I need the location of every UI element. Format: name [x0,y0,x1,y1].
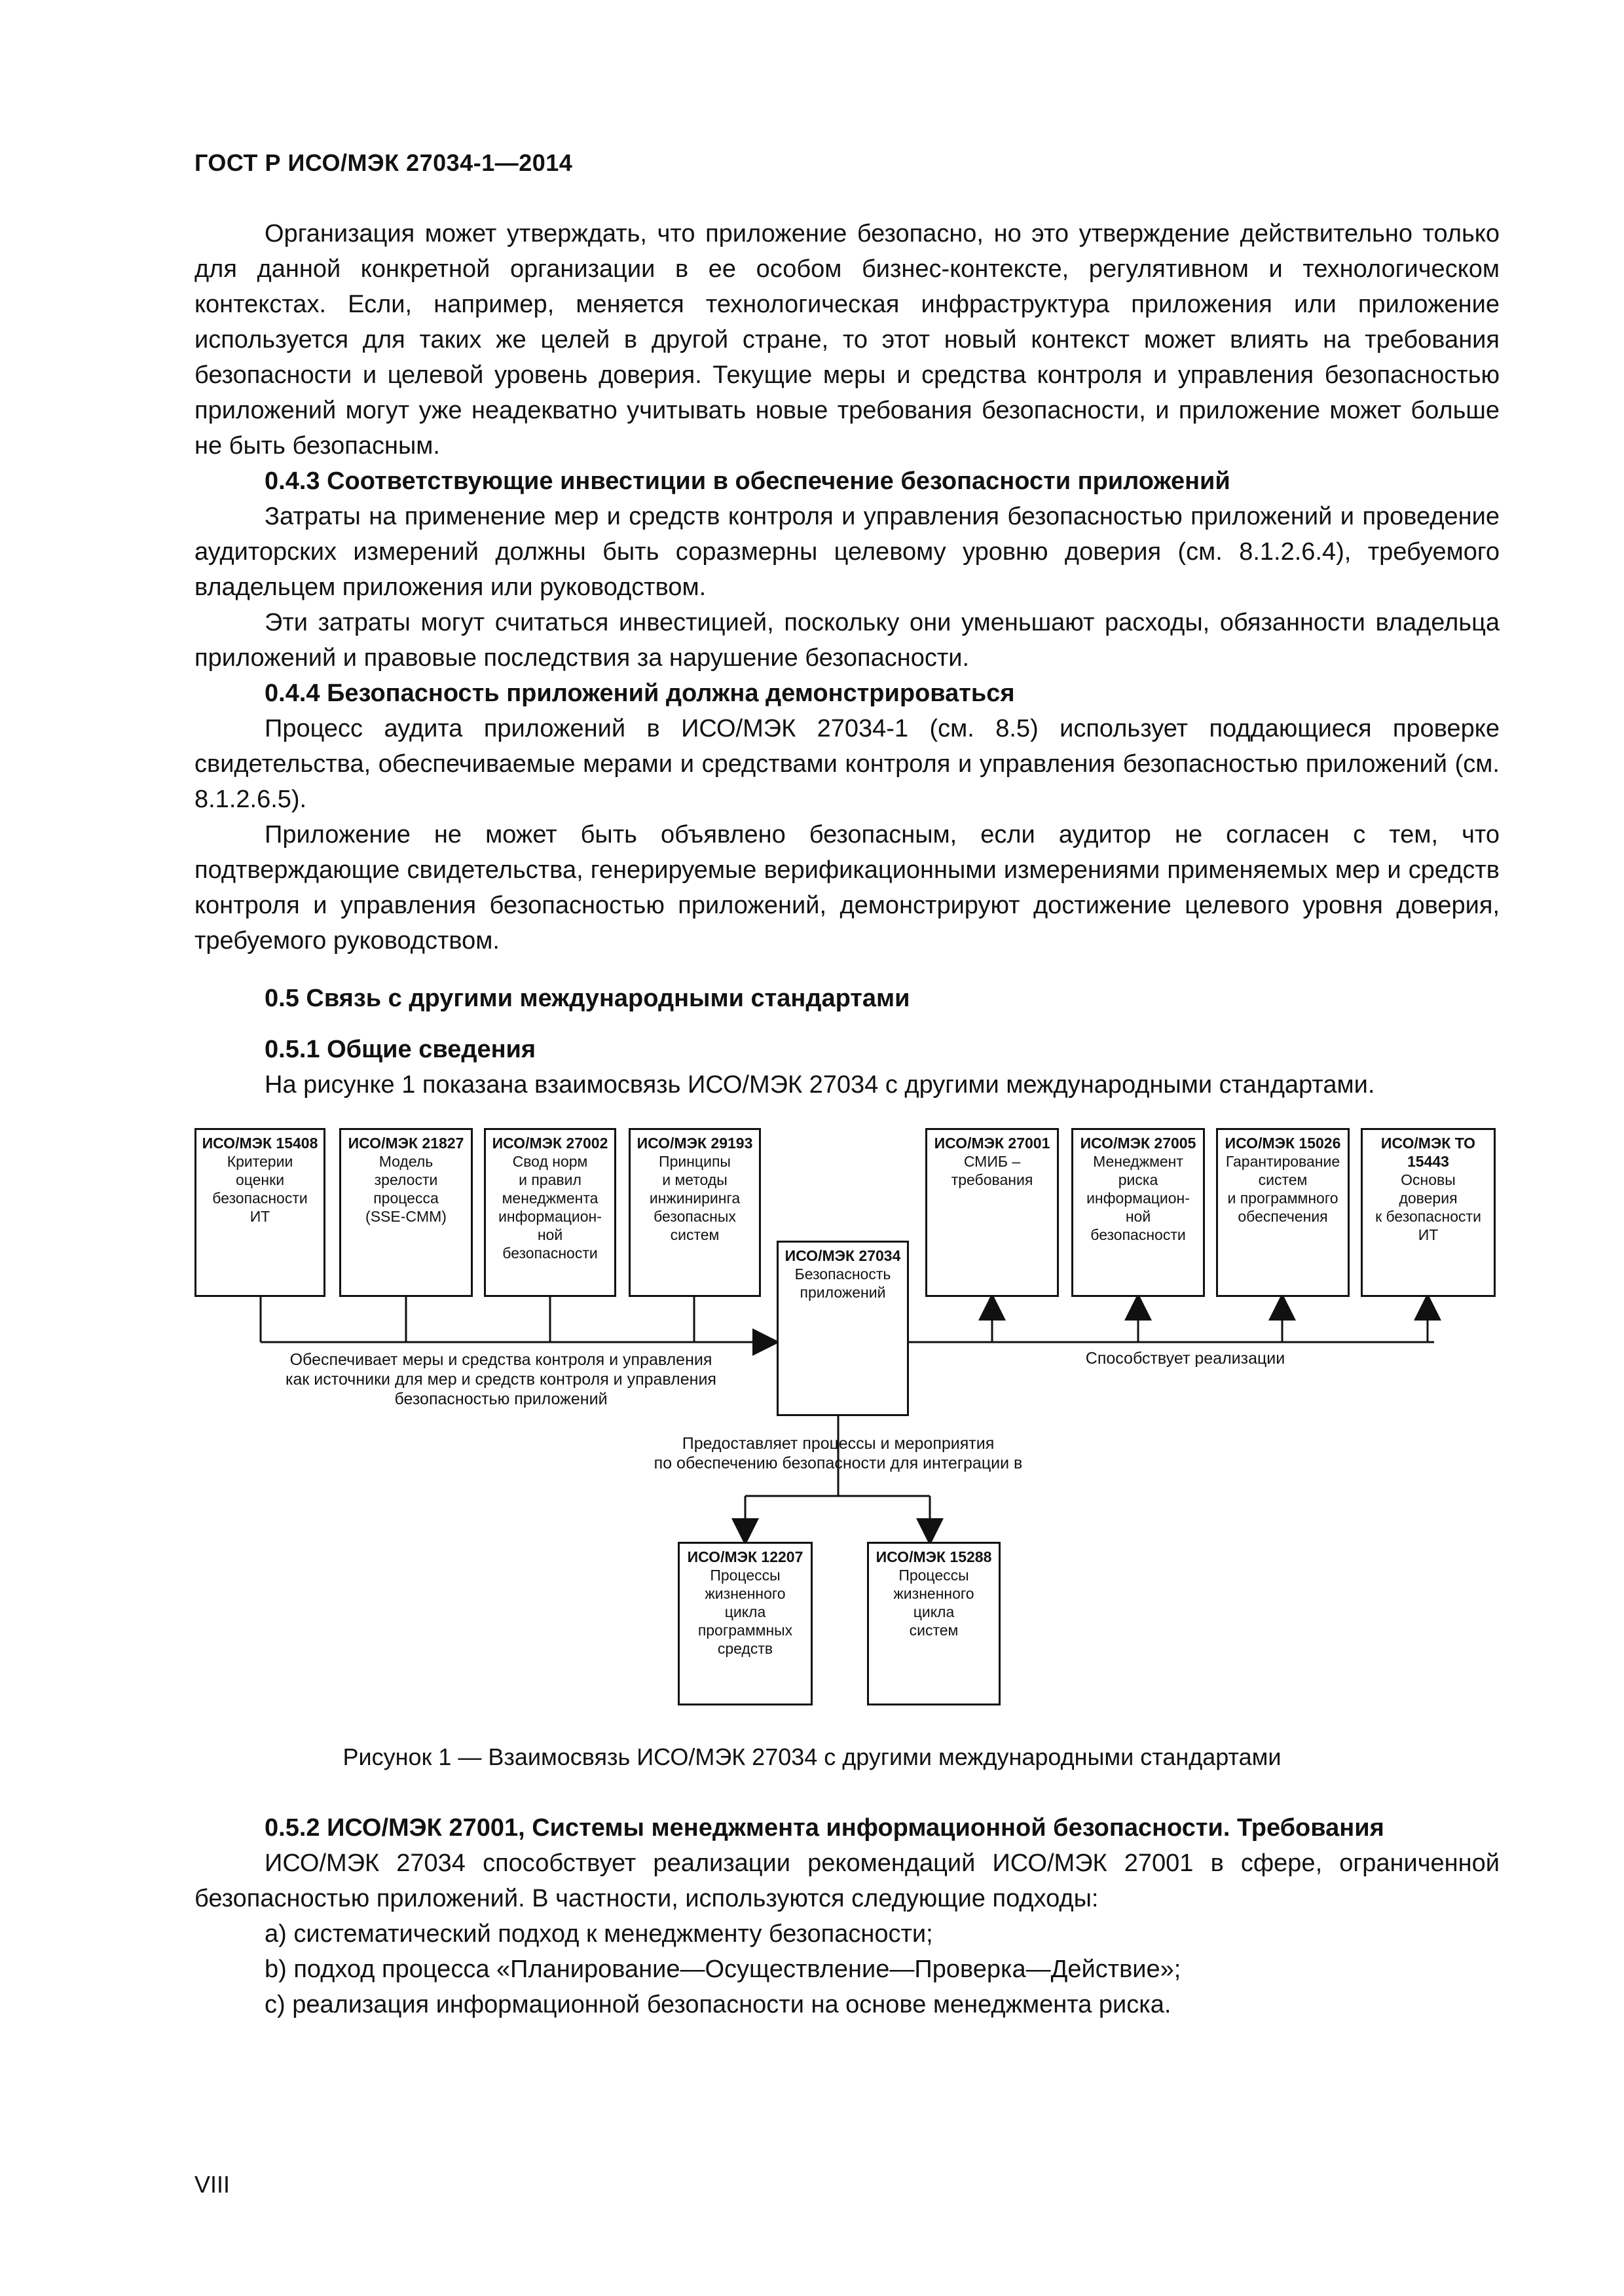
standard-box-21827 [339,1128,473,1297]
section-heading-0-4-4: 0.4.4 Безопасность приложений должна демонстрироваться [265,680,1015,707]
document-header: ГОСТ Р ИСО/МЭК 27034-1—2014 [194,149,573,176]
box-title: ИСО/МЭК 29193 [637,1135,753,1152]
box-description: Критерии оценки безопасности ИТ [212,1153,308,1225]
paragraph: Затраты на применение мер и средств контроля и управления безопасностью приложений и проведение аудиторских измерений должны быть соразмерны целевому уровню доверия (см. 8.1.2.6.4), требуемого владельцем приложения или руководством. [194,503,1500,601]
box-title: ИСО/МЭК 21827 [348,1135,464,1152]
box-title: ИСО/МЭК 15408 [202,1135,318,1152]
box-title: ИСО/МЭК 15288 [876,1548,992,1565]
box-description: Свод норм и правил менеджмента информацион- ной безопасности [498,1153,602,1262]
paragraph: Эти затраты могут считаться инвестицией, поскольку они уменьшают расходы, обязанности владельца приложений и правовые последствия за нарушение безопасности. [194,609,1500,672]
text-upper [194,216,1500,1102]
text-lower [194,1810,1500,2022]
paragraph: Приложение не может быть объявлено безопасным, если аудитор не согласен с тем, что подтверждающие свидетельства, генерируемые верификационными измерениями применяемых мер и средств контроля и управления безопасностью приложений, демонстрируют достижение целевого уровня доверия, требуемого руководством. [194,821,1500,955]
standard-box-27005 [1071,1128,1205,1297]
box-title: ИСО/МЭК 27005 [1080,1135,1196,1152]
section-heading-0-5-1: 0.5.1 Общие сведения [265,1036,536,1063]
box-description: Менеджмент риска информацион- ной безопасности [1086,1153,1190,1243]
standard-box-12207 [678,1542,813,1705]
section-heading-0-5: 0.5 Связь с другими международными стандартами [265,985,910,1012]
box-description: Модель зрелости процесса (SSE-CMM) [365,1153,447,1225]
list-item: b) подход процесса «Планирование—Осуществление—Проверка—Действие»; [265,1956,1181,1983]
standard-box-29193 [629,1128,761,1297]
approach-list [194,1916,1500,2022]
figure-label-facilitates: Способствует реализации [1085,1349,1285,1368]
section-heading-0-5-2: 0.5.2 ИСО/МЭК 27001, Системы менеджмента информационной безопасности. Требования [265,1814,1384,1842]
standard-box-27034 [777,1241,909,1416]
box-description: Принципы и методы инжиниринга безопасных систем [649,1153,741,1243]
box-description: Безопасность приложений [794,1266,891,1301]
box-description: Процессы жизненного цикла программных средств [697,1567,793,1657]
box-title: ИСО/МЭК 27002 [492,1135,608,1152]
box-description: Гарантирование систем и программного обеспечения [1225,1153,1340,1225]
figure-label-integration: Предоставляет процессы и мероприятия по обеспечению безопасности для интеграции в [654,1434,1023,1472]
standard-box-15408 [194,1128,325,1297]
paragraph: ИСО/МЭК 27034 способствует реализации рекомендаций ИСО/МЭК 27001 в сфере, ограниченной безопасностью приложений. В частности, используются следующие подходы: [194,1850,1500,1912]
box-description: Основы доверия к безопасности ИТ [1375,1171,1481,1243]
page-number: VIII [194,2171,231,2198]
standard-box-27001 [925,1128,1059,1297]
section-heading-0-4-3: 0.4.3 Соответствующие инвестиции в обеспечение безопасности приложений [265,467,1230,495]
figure-caption: Рисунок 1 — Взаимосвязь ИСО/МЭК 27034 с другими международными стандартами [342,1743,1282,1770]
standard-box-27002 [484,1128,616,1297]
box-description: СМИБ – требования [951,1153,1033,1188]
list-item: c) реализация информационной безопасности на основе менеджмента риска. [265,1991,1172,2018]
standard-box-15026 [1216,1128,1350,1297]
box-title: ИСО/МЭК 27034 [784,1247,901,1264]
list-item: a) систематический подход к менеджменту безопасности; [265,1920,933,1948]
box-title: ИСО/МЭК 27001 [934,1135,1050,1152]
box-title: ИСО/МЭК 15026 [1225,1135,1341,1152]
box-title: ИСО/МЭК 12207 [687,1548,803,1565]
box-title: ИСО/МЭК ТО 15443 [1380,1135,1476,1170]
paragraph: Процесс аудита приложений в ИСО/МЭК 27034-1 (см. 8.5) использует поддающиеся проверке свидетельства, обеспечиваемые мерами и средствами контроля и управления безопасностью приложений (см. 8.1.2.6.5). [194,715,1500,813]
box-description: Процессы жизненного цикла систем [893,1567,974,1639]
paragraph: Организация может утверждать, что приложение безопасно, но это утверждение действительно только для данной конкретной организации в ее особом бизнес-контексте, регулятивном и технологическом контекстах. Если, например, меняется технологическая инфраструктура приложения или приложение используется для таких же целей в другой стране, то этот новый контекст может влиять на требования безопасности и целевой уровень доверия. Текущие меры и средства контроля и управления безопасностью приложений могут уже неадекватно учитывать новые требования безопасности, и приложение может больше не быть безопасным. [194,220,1500,460]
figure-label-provides: Обеспечивает меры и средства контроля и управления как источники для мер и средств контроля и управления безопасностью приложений [286,1351,716,1408]
standard-box-15443 [1361,1128,1496,1297]
standard-box-15288 [867,1542,1001,1705]
paragraph: На рисунке 1 показана взаимосвязь ИСО/МЭК 27034 с другими международными стандартами. [265,1071,1375,1099]
